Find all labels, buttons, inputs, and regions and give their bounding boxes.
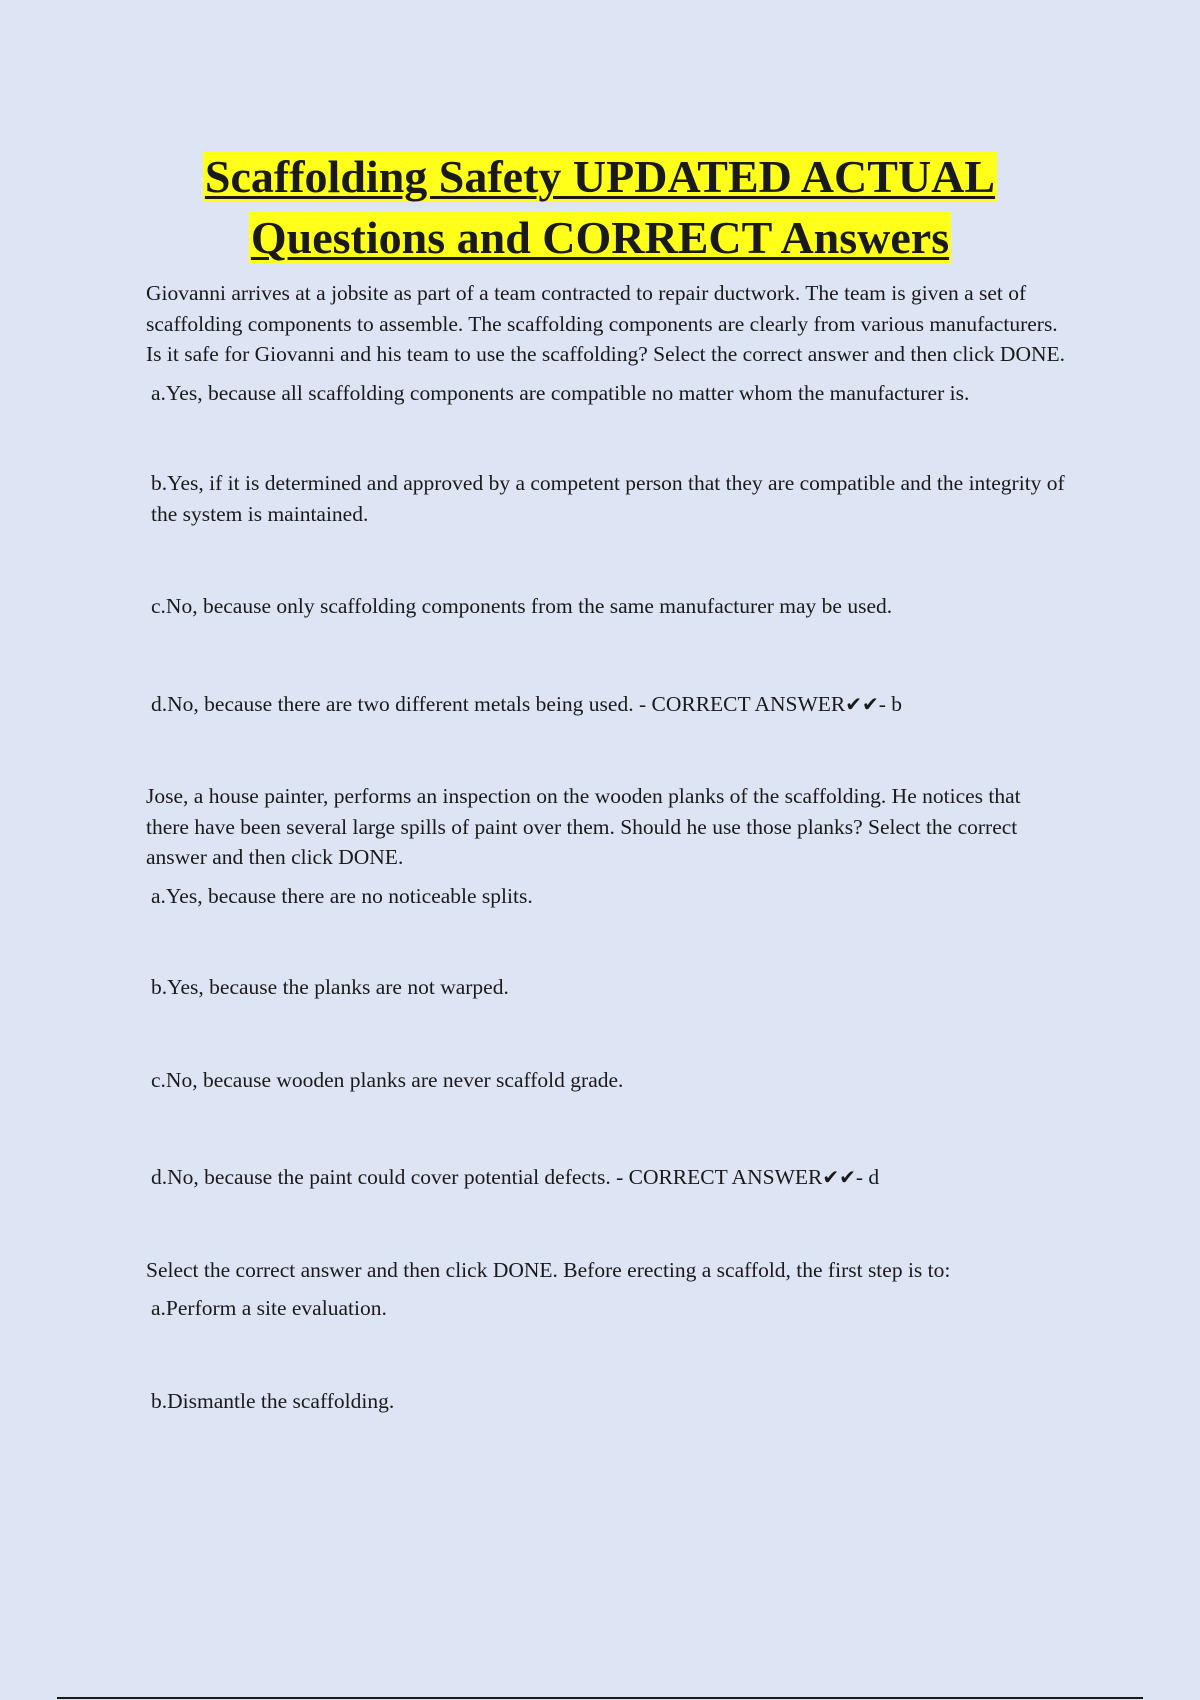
question-2-answer: - d <box>855 1165 880 1189</box>
title-line-1: Scaffolding Safety UPDATED ACTUAL <box>204 151 996 202</box>
question-1-text: Giovanni arrives at a jobsite as part of a team contracted to repair ductwork. The team is given a set of scaffolding components to assemble. The scaffolding components are clearly from various manufacturers. Is it safe for Giovanni and his team to use the scaffolding? Select the correct answer and then click DONE. <box>146 281 1066 366</box>
question-2-option-c: c.No, because wooden planks are never scaffold grade. <box>151 1067 624 1092</box>
question-1-option-d-text: d.No, because there are two different metals being used. - CORRECT ANSWER <box>151 691 846 716</box>
footer-divider <box>57 1697 1143 1699</box>
document-title <box>0 146 1200 268</box>
question-1-option-c: c.No, because only scaffolding components from the same manufacturer may be used. <box>151 594 893 618</box>
question-1-option-a: a.Yes, because all scaffolding components are compatible no matter whom the manufacturer is. <box>151 380 970 405</box>
question-3-option-b: b.Dismantle the scaffolding. <box>151 1388 395 1413</box>
check-mark-icon: ✔✔ <box>845 691 879 716</box>
question-3-option-a: a.Perform a site evaluation. <box>151 1296 387 1320</box>
question-2-option-d <box>146 1162 1066 1193</box>
question-list <box>146 278 1066 1416</box>
question-1-option-b: b.Yes, if it is determined and approved by a competent person that they are compatible and the integrity of the system is maintained. <box>151 471 1065 526</box>
question-2-option-a: a.Yes, because there are no noticeable splits. <box>151 883 533 908</box>
question-2-text: Jose, a house painter, performs an inspection on the wooden planks of the scaffolding. He notices that there have been several large spills of paint over them. Should he use those planks? Select the correct answer and then click DONE. <box>146 784 1021 869</box>
question-2-option-d-text: d.No, because the paint could cover potential defects. - CORRECT ANSWER <box>151 1165 823 1189</box>
question-2-option-b: b.Yes, because the planks are not warped. <box>151 975 509 999</box>
question-3-text: Select the correct answer and then click DONE. Before erecting a scaffold, the first step is to: <box>146 1257 951 1282</box>
question-1-option-d <box>146 689 1066 720</box>
title-line-2: Questions and CORRECT Answers <box>250 212 950 263</box>
question-1-answer: - b <box>878 691 903 716</box>
check-mark-icon: ✔✔ <box>822 1165 856 1189</box>
